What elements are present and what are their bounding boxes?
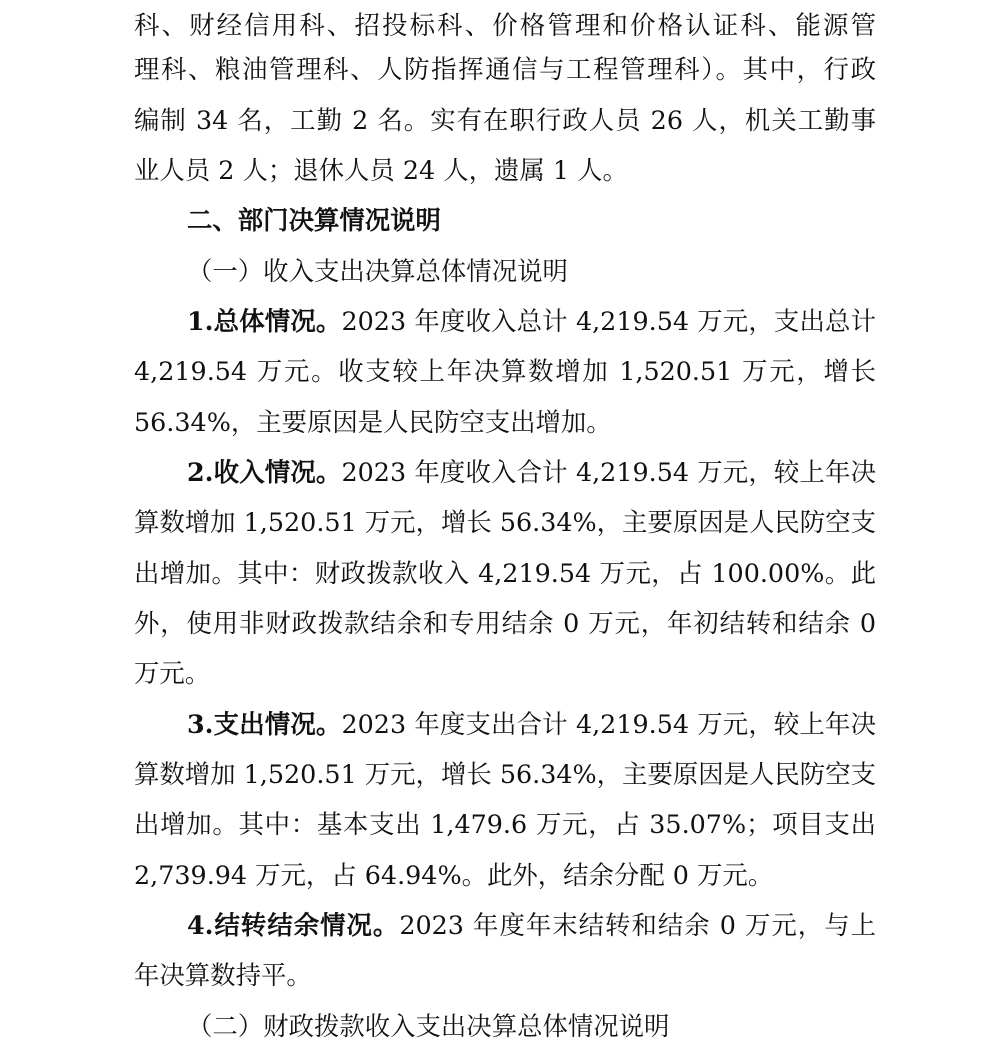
paragraph-line: 年决算数持平。 <box>134 960 312 990</box>
paragraph-line: 编制 34 名，工勤 2 名。实有在职行政人员 26 人，机关工勤事 <box>134 105 876 135</box>
paragraph-line: 算数增加 1,520.51 万元，增长 56.34%，主要原因是人民防空支 <box>134 759 876 789</box>
paragraph-line: 万元。 <box>134 658 211 688</box>
paragraph-line: 2.收入情况。2023 年度收入合计 4,219.54 万元，较上年决 <box>187 457 876 487</box>
paragraph-line: 56.34%，主要原因是人民防空支出增加。 <box>134 407 612 437</box>
paragraph-line: 科、财经信用科、招投标科、价格管理和价格认证科、能源管 <box>134 10 876 40</box>
paragraph-line: 外，使用非财政拨款结余和专用结余 0 万元，年初结转和结余 0 <box>134 608 876 638</box>
item-lead: 3.支出情况。 <box>187 709 342 739</box>
item-lead: 2.收入情况。 <box>187 457 342 487</box>
paragraph-line: 算数增加 1,520.51 万元，增长 56.34%，主要原因是人民防空支 <box>134 507 876 537</box>
paragraph-line: 1.总体情况。2023 年度收入总计 4,219.54 万元，支出总计 <box>187 306 876 336</box>
paragraph-line: 理科、粮油管理科、人防指挥通信与工程管理科）。其中，行政 <box>134 54 876 84</box>
subsection-heading: （一）收入支出决算总体情况说明 <box>187 256 568 286</box>
paragraph-line: 4.结转结余情况。2023 年度年末结转和结余 0 万元，与上 <box>187 910 876 940</box>
item-lead: 4.结转结余情况。 <box>187 910 400 940</box>
paragraph-line: 业人员 2 人；退休人员 24 人，遗属 1 人。 <box>134 155 628 185</box>
paragraph-line: 4,219.54 万元。收支较上年决算数增加 1,520.51 万元，增长 <box>134 356 876 386</box>
subsection-heading: （二）财政拨款收入支出决算总体情况说明 <box>187 1011 670 1041</box>
paragraph-line: 2,739.94 万元，占 64.94%。此外，结余分配 0 万元。 <box>134 860 774 890</box>
section-heading: 二、部门决算情况说明 <box>187 205 441 235</box>
paragraph-line: 出增加。其中：财政拨款收入 4,219.54 万元，占 100.00%。此 <box>134 558 876 588</box>
paragraph-line: 3.支出情况。2023 年度支出合计 4,219.54 万元，较上年决 <box>187 709 876 739</box>
item-lead: 1.总体情况。 <box>187 306 342 336</box>
paragraph-line: 出增加。其中：基本支出 1,479.6 万元，占 35.07%；项目支出 <box>134 809 876 839</box>
